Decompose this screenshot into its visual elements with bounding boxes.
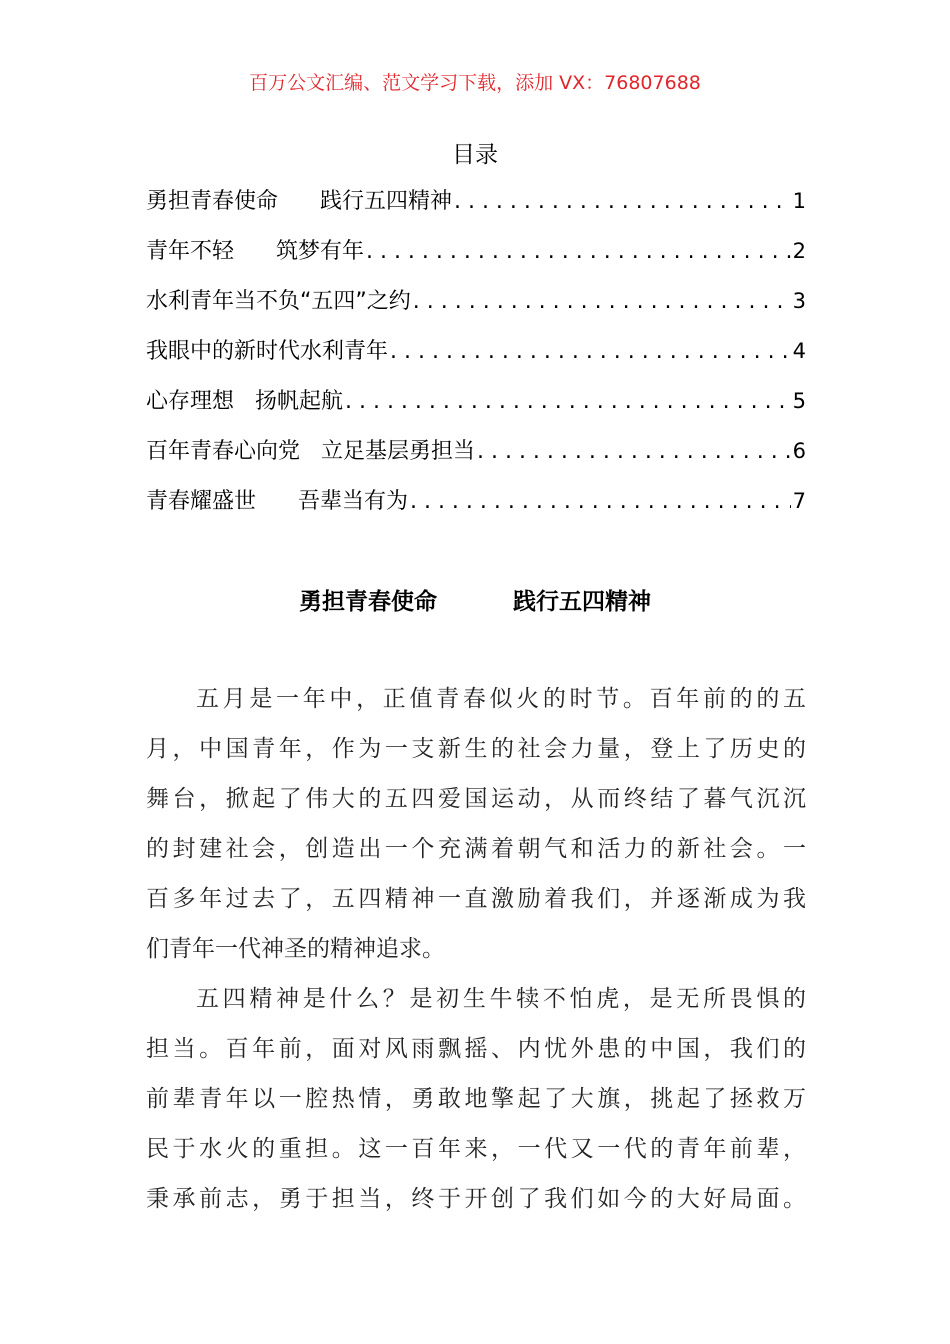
toc-entry-title: 青春耀盛世 吾辈当有为 xyxy=(146,489,408,514)
body-line: 前辈青年以一腔热情，勇敢地擎起了大旗，挑起了拯救万 xyxy=(146,1086,806,1112)
body-line: 五月是一年中，正值青春似火的时节。百年前的的五 xyxy=(196,686,806,712)
toc-leader-dots xyxy=(410,485,791,519)
article-heading-right: 践行五四精神 xyxy=(513,589,651,615)
toc-leader-dots xyxy=(454,185,791,219)
article-body xyxy=(146,680,806,1230)
article-heading-left: 勇担青春使命 xyxy=(299,589,437,615)
article-heading xyxy=(0,583,950,616)
toc-leader-dots xyxy=(390,335,791,369)
toc-entry-page: 2 xyxy=(792,239,806,263)
body-line: 的封建社会，创造出一个充满着朝气和活力的新社会。一 xyxy=(146,836,806,862)
toc-entry-page: 3 xyxy=(792,289,806,313)
body-line: 们青年一代神圣的精神追求。 xyxy=(146,936,445,962)
body-line: 舞台，掀起了伟大的五四爱国运动，从而终结了暮气沉沉 xyxy=(146,786,806,812)
table-of-contents xyxy=(146,184,806,534)
toc-entry[interactable] xyxy=(146,284,806,334)
body-line: 五四精神是什么？是初生牛犊不怕虎，是无所畏惧的 xyxy=(196,986,806,1012)
toc-entry[interactable] xyxy=(146,334,806,384)
toc-leader-dots xyxy=(413,285,791,319)
watermark-banner: 百万公文汇编、范文学习下载，添加 VX：76807688 xyxy=(249,72,701,94)
toc-entry-title: 青年不轻 筑梦有年 xyxy=(146,239,364,264)
toc-entry-page: 5 xyxy=(792,389,806,413)
toc-entry[interactable] xyxy=(146,234,806,284)
body-line: 担当。百年前，面对风雨飘摇、内忧外患的中国，我们的 xyxy=(146,1036,806,1062)
toc-entry-title: 百年青春心向党 立足基层勇担当 xyxy=(146,439,475,464)
toc-leader-dots xyxy=(366,235,791,269)
body-line: 月，中国青年，作为一支新生的社会力量，登上了历史的 xyxy=(146,736,806,762)
toc-entry-page: 6 xyxy=(792,439,806,463)
toc-leader-dots xyxy=(477,435,791,469)
body-line: 民于水火的重担。这一百年来，一代又一代的青年前辈， xyxy=(146,1136,806,1162)
toc-entry-page: 7 xyxy=(792,489,806,513)
toc-entry[interactable] xyxy=(146,484,806,534)
toc-entry[interactable] xyxy=(146,184,806,234)
toc-entry-title: 水利青年当不负“五四”之约 xyxy=(146,289,411,314)
toc-title: 目录 xyxy=(452,142,498,168)
toc-entry[interactable] xyxy=(146,384,806,434)
toc-entry-title: 心存理想 扬帆起航 xyxy=(146,389,343,414)
toc-entry-page: 4 xyxy=(792,339,806,363)
body-line: 秉承前志，勇于担当，终于开创了我们如今的大好局面。 xyxy=(146,1186,806,1212)
toc-entry-page: 1 xyxy=(792,189,806,213)
body-line: 百多年过去了，五四精神一直激励着我们，并逐渐成为我 xyxy=(146,886,806,912)
toc-leader-dots xyxy=(345,385,791,419)
toc-entry-title: 勇担青春使命 践行五四精神 xyxy=(146,189,452,214)
toc-entry[interactable] xyxy=(146,434,806,484)
toc-entry-title: 我眼中的新时代水利青年 xyxy=(146,339,389,364)
